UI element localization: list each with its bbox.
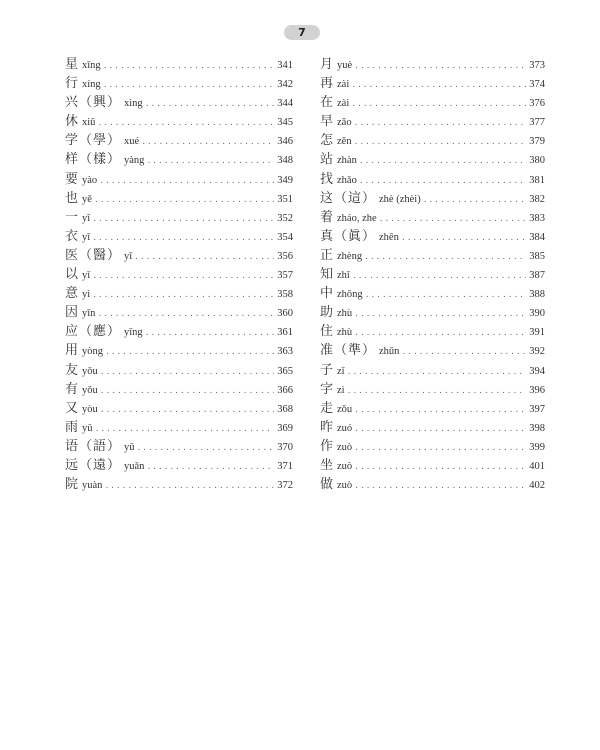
entry-pinyin: zhī [337, 270, 350, 282]
dot-leader [366, 286, 527, 305]
dot-leader [402, 343, 526, 362]
dot-leader [352, 76, 526, 95]
entry-page-number: 346 [277, 136, 293, 148]
entry-page-number: 376 [529, 98, 545, 110]
dot-leader [95, 191, 274, 210]
dot-leader [101, 401, 274, 420]
entry-character: 找 [320, 171, 335, 187]
entry-page-number: 370 [277, 441, 293, 453]
entry-character: 兴（興） [65, 95, 122, 111]
entry-pinyin: xìng [124, 98, 143, 110]
entry-pinyin: yīng [124, 327, 143, 339]
entry-character: 做 [320, 477, 335, 493]
entry-character: 知 [320, 267, 335, 283]
dot-leader [402, 229, 526, 248]
entry-page-number: 351 [277, 193, 293, 205]
index-entry [320, 170, 545, 189]
entry-character: 语（語） [65, 438, 122, 454]
dot-leader [93, 210, 274, 229]
dot-leader [355, 57, 526, 76]
entry-page-number: 387 [529, 270, 545, 282]
dot-leader [105, 477, 274, 496]
entry-page-number: 388 [529, 289, 545, 301]
entry-character: 样（樣） [65, 152, 122, 168]
index-entry [320, 475, 545, 494]
index-entry [65, 399, 293, 418]
index-entry [320, 418, 545, 437]
index-entry [320, 341, 545, 360]
entry-character: 医（醫） [65, 247, 122, 263]
dot-leader [355, 420, 526, 439]
index-entry [65, 208, 293, 227]
entry-character: 助 [320, 305, 335, 321]
entry-pinyin: yǒu [82, 384, 98, 396]
entry-character: 一 [65, 209, 80, 225]
entry-pinyin: zhèng [337, 250, 363, 262]
entry-pinyin: yǐ [82, 270, 91, 282]
index-entry [65, 322, 293, 341]
entry-pinyin: yuè [337, 60, 353, 71]
entry-character: 意 [65, 286, 80, 302]
entry-pinyin: yīn [82, 308, 96, 320]
entry-pinyin: zhǎo [337, 174, 357, 186]
entry-character: 早 [320, 114, 335, 130]
entry-page-number: 401 [529, 460, 545, 472]
entry-page-number: 390 [529, 308, 545, 320]
index-entry [320, 93, 545, 112]
entry-character: 住 [320, 324, 335, 340]
entry-character: 以 [65, 267, 80, 283]
dot-leader [104, 57, 275, 76]
entry-character: 友 [65, 362, 80, 378]
dot-leader [101, 363, 274, 382]
entry-character: 站 [320, 152, 335, 168]
index-entry [320, 322, 545, 341]
entry-pinyin: zhù [337, 327, 353, 339]
dot-leader [355, 401, 526, 420]
index-entry [320, 437, 545, 456]
entry-pinyin: yàng [124, 155, 145, 167]
entry-character: 衣 [65, 228, 80, 244]
entry-character: 行 [65, 76, 80, 92]
entry-page-number: 360 [277, 308, 293, 320]
index-entry [65, 170, 293, 189]
entry-character: 中 [320, 286, 335, 302]
page-number-badge: 7 [284, 25, 320, 40]
dot-leader [98, 305, 274, 324]
index-column-right [320, 55, 545, 494]
dot-leader [355, 439, 526, 458]
entry-character: 怎 [320, 133, 335, 149]
index-entry [320, 112, 545, 131]
entry-character: 远（遠） [65, 457, 122, 473]
index-entry [65, 189, 293, 208]
entry-pinyin: zěn [337, 136, 352, 148]
entry-page-number: 354 [277, 231, 293, 243]
entry-pinyin: zuó [337, 422, 353, 434]
dot-leader [352, 95, 526, 114]
index-entry [65, 265, 293, 284]
index-entry [65, 55, 293, 74]
index-entry [65, 456, 293, 475]
dot-leader [348, 363, 527, 382]
entry-page-number: 374 [529, 79, 545, 91]
entry-page-number: 397 [529, 403, 545, 415]
index-entry [65, 131, 293, 150]
index-entry [320, 74, 545, 93]
entry-page-number: 394 [529, 365, 545, 377]
index-entry [320, 189, 545, 208]
entry-page-number: 385 [529, 250, 545, 262]
index-entry [320, 303, 545, 322]
entry-page-number: 368 [277, 403, 293, 415]
dot-leader [93, 267, 274, 286]
entry-pinyin: yǔ [82, 422, 93, 434]
entry-page-number: 380 [529, 155, 545, 167]
entry-character: 也 [65, 190, 80, 206]
entry-character: 院 [65, 477, 80, 493]
dot-leader [106, 343, 274, 362]
entry-character: 用 [65, 343, 80, 359]
entry-page-number: 392 [529, 346, 545, 358]
index-entry [320, 380, 545, 399]
entry-pinyin: zài [337, 98, 350, 110]
entry-pinyin: zǒu [337, 403, 353, 415]
entry-pinyin: yào [82, 174, 98, 186]
entry-page-number: 373 [529, 60, 545, 71]
dot-leader [104, 76, 275, 95]
entry-character: 学（學） [65, 133, 122, 149]
entry-pinyin: yī [82, 231, 91, 243]
entry-page-number: 379 [529, 136, 545, 148]
entry-page-number: 358 [277, 289, 293, 301]
index-entry [320, 55, 545, 74]
dot-leader [147, 458, 274, 477]
dot-leader [146, 95, 275, 114]
entry-character: 月 [320, 57, 335, 72]
entry-page-number: 357 [277, 270, 293, 282]
entry-page-number: 372 [277, 480, 293, 492]
index-entry [65, 303, 293, 322]
dot-leader [142, 133, 274, 152]
entry-pinyin: zǐ [337, 365, 345, 377]
entry-character: 正 [320, 247, 335, 263]
entry-character: 又 [65, 400, 80, 416]
dot-leader [146, 324, 275, 343]
entry-character: 星 [65, 57, 80, 72]
entry-character: 要 [65, 171, 80, 187]
index-entry [65, 150, 293, 169]
entry-page-number: 396 [529, 384, 545, 396]
entry-page-number: 384 [529, 231, 545, 243]
entry-pinyin: xíng [82, 79, 101, 91]
index-entry [320, 208, 545, 227]
index-entry [65, 475, 293, 494]
index-entry [320, 399, 545, 418]
index-entry [65, 361, 293, 380]
entry-character: 再 [320, 76, 335, 92]
entry-page-number: 345 [277, 117, 293, 129]
entry-pinyin: yì [82, 289, 91, 301]
entry-pinyin: zì [337, 384, 345, 396]
index-entry [320, 265, 545, 284]
index-entry [65, 246, 293, 265]
entry-pinyin: zhè (zhèi) [379, 193, 421, 205]
entry-page-number: 377 [529, 117, 545, 129]
entry-pinyin: xiū [82, 117, 96, 129]
entry-pinyin: yòng [82, 346, 104, 358]
entry-character: 昨 [320, 419, 335, 435]
entry-pinyin: zháo, zhe [337, 212, 377, 224]
entry-pinyin: yě [82, 193, 92, 205]
entry-page-number: 348 [277, 155, 293, 167]
index-entry [320, 150, 545, 169]
index-entry [65, 437, 293, 456]
dot-leader [135, 248, 274, 267]
entry-pinyin: yī [124, 250, 133, 262]
entry-page-number: 402 [529, 480, 545, 492]
dot-leader [96, 420, 275, 439]
dot-leader [365, 248, 526, 267]
dot-leader [353, 267, 526, 286]
dot-leader [355, 305, 526, 324]
entry-pinyin: yuàn [82, 480, 103, 492]
entry-character: 走 [320, 400, 335, 416]
dot-leader [348, 382, 527, 401]
entry-page-number: 342 [277, 79, 293, 91]
dot-leader [355, 324, 526, 343]
index-entry [320, 131, 545, 150]
index-column-left [65, 55, 293, 494]
entry-page-number: 391 [529, 327, 545, 339]
dot-leader [424, 191, 527, 210]
entry-pinyin: zài [337, 79, 350, 91]
entry-character: 作 [320, 438, 335, 454]
entry-page-number: 398 [529, 422, 545, 434]
index-entry [65, 74, 293, 93]
entry-character: 坐 [320, 457, 335, 473]
index-entry [320, 246, 545, 265]
index-entry [65, 284, 293, 303]
dot-leader [355, 133, 527, 152]
entry-pinyin: yī [82, 212, 91, 224]
index-entry [320, 227, 545, 246]
index-entry [320, 284, 545, 303]
dot-leader [355, 458, 526, 477]
entry-pinyin: yòu [82, 403, 98, 415]
dot-leader [355, 477, 526, 496]
entry-page-number: 381 [529, 174, 545, 186]
index-entry [65, 227, 293, 246]
entry-character: 这（這） [320, 190, 377, 206]
entry-page-number: 383 [529, 212, 545, 224]
entry-character: 准（準） [320, 343, 377, 359]
index-entry [320, 361, 545, 380]
entry-pinyin: zhǔn [379, 346, 400, 358]
entry-page-number: 356 [277, 250, 293, 262]
dot-leader [138, 439, 275, 458]
entry-page-number: 344 [277, 98, 293, 110]
entry-character: 子 [320, 362, 335, 378]
entry-page-number: 366 [277, 384, 293, 396]
entry-pinyin: zuò [337, 480, 353, 492]
entry-pinyin: yǔ [124, 441, 135, 453]
dot-leader [100, 172, 274, 191]
dot-leader [360, 152, 526, 171]
entry-pinyin: zuò [337, 441, 353, 453]
index-entry [320, 456, 545, 475]
entry-pinyin: yǒu [82, 365, 98, 377]
dot-leader [380, 210, 527, 229]
entry-page-number: 371 [277, 460, 293, 472]
entry-pinyin: yuǎn [124, 460, 145, 472]
entry-page-number: 369 [277, 422, 293, 434]
dot-leader [147, 152, 274, 171]
index-entry [65, 112, 293, 131]
entry-page-number: 352 [277, 212, 293, 224]
entry-character: 因 [65, 305, 80, 321]
entry-page-number: 361 [277, 327, 293, 339]
entry-page-number: 365 [277, 365, 293, 377]
index-entry [65, 418, 293, 437]
index-entry [65, 380, 293, 399]
entry-pinyin: zǎo [337, 117, 352, 129]
index-entry [65, 341, 293, 360]
dot-leader [93, 286, 274, 305]
entry-pinyin: zhù [337, 308, 353, 320]
dot-leader [360, 172, 526, 191]
entry-character: 字 [320, 381, 335, 397]
entry-pinyin: zhōng [337, 289, 363, 301]
entry-pinyin: xué [124, 136, 140, 148]
dot-leader [98, 114, 274, 133]
entry-page-number: 363 [277, 346, 293, 358]
entry-character: 着 [320, 209, 335, 225]
entry-character: 应（應） [65, 324, 122, 340]
entry-character: 在 [320, 95, 335, 111]
entry-page-number: 399 [529, 441, 545, 453]
dot-leader [101, 382, 274, 401]
entry-character: 雨 [65, 419, 80, 435]
entry-character: 真（眞） [320, 228, 377, 244]
entry-pinyin: zhàn [337, 155, 357, 167]
entry-page-number: 382 [529, 193, 545, 205]
entry-page-number: 341 [277, 60, 293, 71]
entry-character: 有 [65, 381, 80, 397]
dot-leader [355, 114, 527, 133]
entry-page-number: 349 [277, 174, 293, 186]
entry-pinyin: xīng [82, 60, 101, 71]
entry-character: 休 [65, 114, 80, 130]
entry-pinyin: zhēn [379, 231, 399, 243]
index-entry [65, 93, 293, 112]
entry-pinyin: zuò [337, 460, 353, 472]
